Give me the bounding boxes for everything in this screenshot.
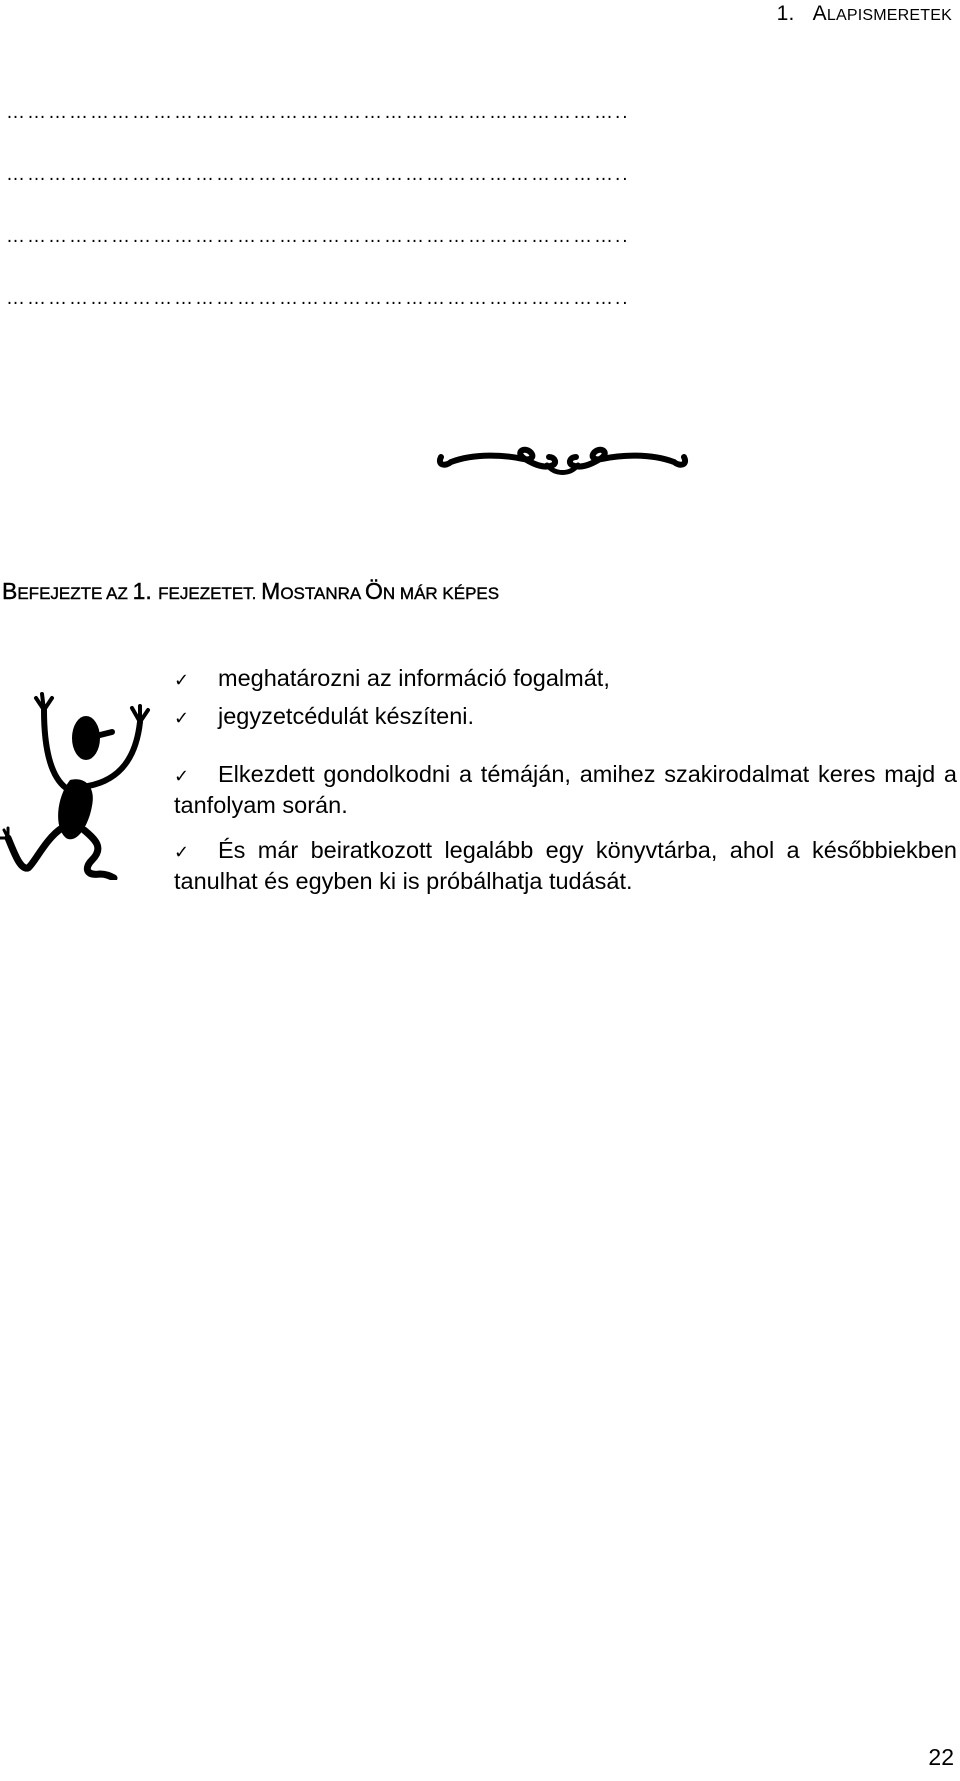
list-item (174, 760, 957, 820)
dotted-answer-line: …………………………………………………………………………….. (6, 288, 630, 309)
checkmark-icon: ✓ (174, 766, 190, 787)
chapter-title-rest: LAPISMERETEK (826, 7, 952, 24)
heading-part: 1. (132, 578, 159, 604)
ornament-flourish-icon (435, 435, 690, 475)
checkmark-icon: ✓ (174, 708, 190, 729)
page-number: 22 (928, 1744, 954, 1770)
list-item (174, 836, 957, 896)
chapter-title-initial: A (812, 2, 827, 25)
dotted-answer-line: …………………………………………………………………………….. (6, 102, 630, 123)
checkmark-icon: ✓ (174, 670, 190, 691)
dotted-answer-line: …………………………………………………………………………….. (6, 226, 630, 247)
dotted-answer-line: …………………………………………………………………………….. (6, 164, 630, 185)
list-item-text: meghatározni az információ fogalmát, (218, 665, 610, 691)
section-summary-heading (2, 578, 499, 605)
dancing-figure-icon (0, 688, 155, 880)
checkmark-icon: ✓ (174, 842, 190, 863)
heading-part: OSTANRA (280, 584, 366, 603)
list-item (174, 702, 957, 733)
heading-part: M (261, 578, 281, 604)
chapter-number: 1. (776, 2, 795, 25)
heading-part: Ö (365, 578, 383, 604)
list-item-text: És már beiratkozott legalább egy könyvtárba, ahol a későbbiekben tanulhat és egyben ki is próbálhatja tudását. (174, 837, 957, 894)
list-item-text: jegyzetcédulát készíteni. (218, 703, 475, 729)
heading-part: EFEJEZTE AZ (17, 584, 133, 603)
running-header (777, 2, 952, 26)
heading-part: FEJEZETET. (158, 584, 262, 603)
heading-part: B (2, 578, 18, 604)
heading-part: N MÁR KÉPES (382, 584, 500, 603)
list-item-text: Elkezdett gondolkodni a témáján, amihez szakirodalmat keres majd a tanfolyam során. (174, 761, 957, 818)
list-item (174, 664, 957, 695)
